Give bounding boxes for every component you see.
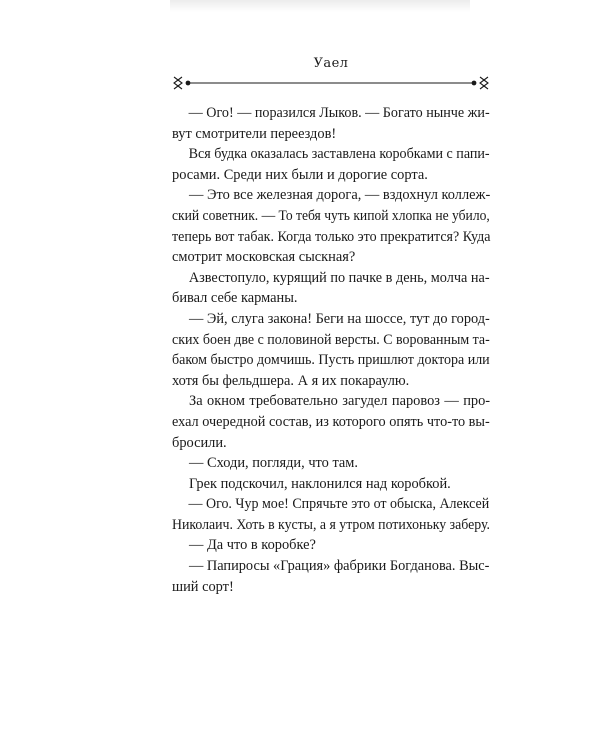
text-line: — Папиросы «Грация» фабрики Богданова. Выс- <box>188 558 490 575</box>
text-line: — Сходи, погляди, что там. <box>189 455 359 472</box>
text-line: бросили. <box>172 434 227 451</box>
text-line: вут смотрители переездов! <box>172 125 337 142</box>
text-line: ехал очередной состав, из которого опять что-то вы- <box>172 413 490 430</box>
scan-top-edge <box>170 0 470 12</box>
text-line: Николаич. Хоть в кусты, а я утром потихоньку заберу. <box>172 516 490 533</box>
text-line: Грек подскочил, наклонился над коробкой. <box>189 475 451 492</box>
text-line: — Это все железная дорога, — вздохнул коллеж- <box>189 187 491 204</box>
header-ornament-rule <box>172 75 490 91</box>
text-line: — Ого. Чур мое! Спрячьте это от обыска, Алексей <box>188 496 490 513</box>
text-line: хотя бы фельдшера. А я их покараулю. <box>172 372 410 389</box>
text-line: — Ого! — поразился Лыков. — Богато нынче жи- <box>188 105 490 121</box>
text-line: ский советник. — То тебя чуть кипой хлопка не убило, <box>172 207 490 224</box>
text-line: — Да что в коробке? <box>189 537 316 554</box>
body-text <box>172 103 490 597</box>
text-line: бивал себе карманы. <box>172 290 298 307</box>
text-line: ских боен две с половиной версты. С ворованным та- <box>172 331 490 348</box>
text-line: — Эй, слуга закона! Беги на шоссе, тут до город- <box>188 310 490 327</box>
running-header <box>172 56 490 91</box>
text-line: За окном требовательно загудел паровоз — про- <box>189 393 491 410</box>
text-line: Вся будка оказалась заставлена коробками с папи- <box>188 146 490 163</box>
text-line: смотрит московская сыскная? <box>172 249 356 266</box>
text-line: ший сорт! <box>172 578 234 595</box>
text-line: баком быстро домчишь. Пусть пришлют доктора или <box>172 352 490 369</box>
text-line: теперь вот табак. Когда только это прекратится? Куда <box>172 228 491 245</box>
text-line: росами. Среди них были и дорогие сорта. <box>172 166 428 183</box>
running-title: Уаел <box>313 56 349 71</box>
text-line: Азвестопуло, курящий по пачке в день, молча на- <box>188 269 490 286</box>
